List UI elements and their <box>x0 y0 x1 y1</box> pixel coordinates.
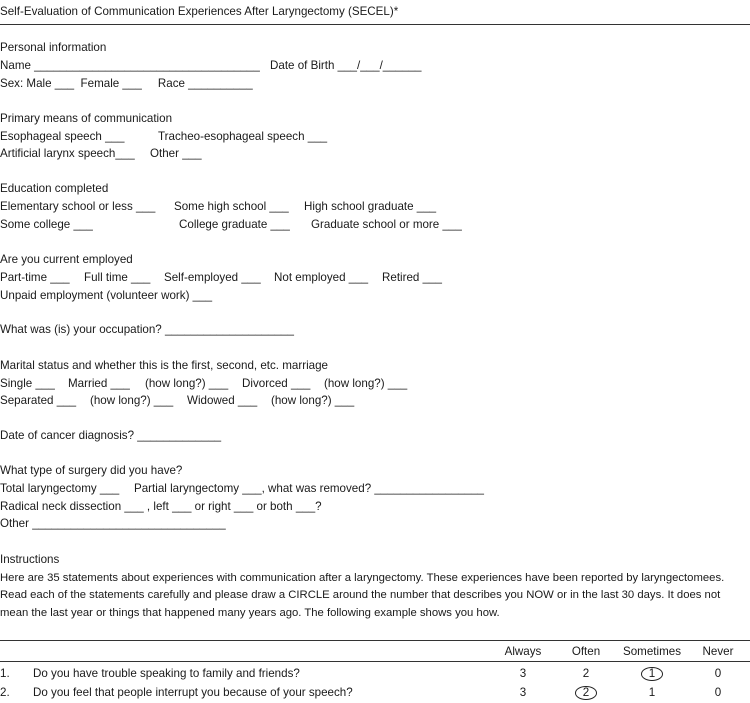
college-grad-option[interactable]: College graduate ___ <box>179 218 290 231</box>
personal-heading: Personal information <box>0 41 107 54</box>
radical-neck-option[interactable]: Radical neck dissection ___ , left ___ or right ___ or both ___? <box>0 500 322 513</box>
other-surgery-field[interactable]: Other ______________________________ <box>0 517 226 530</box>
diagnosis-field[interactable]: Date of cancer diagnosis? _____________ <box>0 429 222 442</box>
title-divider <box>0 24 750 25</box>
divorced-option[interactable]: Divorced ___ <box>242 377 311 390</box>
some-college-option[interactable]: Some college ___ <box>0 218 93 231</box>
header-never: Never <box>702 645 734 658</box>
married-how-long[interactable]: (how long?) ___ <box>145 377 229 390</box>
sex-race-field[interactable]: Sex: Male ___ Female ___ Race __________ <box>0 77 253 90</box>
dob-field[interactable]: Date of Birth ___/___/______ <box>270 59 422 72</box>
item-1-often[interactable] <box>556 667 616 681</box>
part-time-option[interactable]: Part-time ___ <box>0 271 70 284</box>
marital-heading: Marital status and whether this is the first, second, etc. marriage <box>0 359 328 372</box>
table-top-rule <box>0 640 750 641</box>
item-1-text: Do you have trouble speaking to family and friends? <box>33 667 300 680</box>
grad-school-option[interactable]: Graduate school or more ___ <box>311 218 462 231</box>
item-2-never[interactable] <box>688 686 748 700</box>
not-employed-option[interactable]: Not employed ___ <box>274 271 369 284</box>
partial-laryngectomy-option[interactable]: Partial laryngectomy ___, what was removed? _________________ <box>134 482 484 495</box>
item-2-always[interactable] <box>493 686 553 700</box>
header-sometimes: Sometimes <box>623 645 681 658</box>
retired-option[interactable]: Retired ___ <box>382 271 442 284</box>
surgery-heading: What type of surgery did you have? <box>0 464 183 477</box>
widowed-how-long[interactable]: (how long?) ___ <box>271 394 355 407</box>
item-2-often-circled: 2 <box>575 686 597 700</box>
other-communication-option[interactable]: Other ___ <box>150 147 202 160</box>
item-1-often-value: 2 <box>582 667 590 680</box>
artificial-option[interactable]: Artificial larynx speech___ <box>0 147 135 160</box>
some-high-school-option[interactable]: Some high school ___ <box>174 200 289 213</box>
occupation-field[interactable]: What was (is) your occupation? ____________________ <box>0 323 294 336</box>
item-1-number: 1. <box>0 667 10 680</box>
instructions-line-2: Read each of the statements carefully and please draw a CIRCLE around the number that describes you NOW or in the last 30 days. It does not <box>0 589 721 601</box>
divorced-how-long[interactable]: (how long?) ___ <box>324 377 408 390</box>
table-header-rule <box>0 661 750 662</box>
form-title: Self-Evaluation of Communication Experiences After Laryngectomy (SECEL)* <box>0 5 399 18</box>
separated-how-long[interactable]: (how long?) ___ <box>90 394 174 407</box>
self-employed-option[interactable]: Self-employed ___ <box>164 271 261 284</box>
married-option[interactable]: Married ___ <box>68 377 130 390</box>
header-often: Often <box>571 645 601 658</box>
item-2-number: 2. <box>0 686 10 699</box>
item-2-often[interactable] <box>556 686 616 700</box>
name-field[interactable]: Name ___________________________________ <box>0 59 260 72</box>
item-2-sometimes-value: 1 <box>648 686 656 699</box>
instructions-line-1: Here are 35 statements about experiences with communication after a laryngectomy. These experiences have been reported by laryngectomees. <box>0 572 725 584</box>
tracheo-option[interactable]: Tracheo-esophageal speech ___ <box>158 130 328 143</box>
item-1-never[interactable] <box>688 667 748 681</box>
total-laryngectomy-option[interactable]: Total laryngectomy ___ <box>0 482 120 495</box>
item-1-never-value: 0 <box>714 667 722 680</box>
elementary-option[interactable]: Elementary school or less ___ <box>0 200 156 213</box>
single-option[interactable]: Single ___ <box>0 377 55 390</box>
item-2-always-value: 3 <box>519 686 527 699</box>
instructions-heading: Instructions <box>0 553 60 566</box>
item-1-always-value: 3 <box>519 667 527 680</box>
high-school-grad-option[interactable]: High school graduate ___ <box>304 200 437 213</box>
item-2-text: Do you feel that people interrupt you because of your speech? <box>33 686 353 699</box>
separated-option[interactable]: Separated ___ <box>0 394 77 407</box>
esophageal-option[interactable]: Esophageal speech ___ <box>0 130 125 143</box>
item-1-sometimes[interactable] <box>622 667 682 681</box>
header-always: Always <box>504 645 542 658</box>
item-1-sometimes-circled: 1 <box>641 667 663 681</box>
unpaid-option[interactable]: Unpaid employment (volunteer work) ___ <box>0 289 213 302</box>
employment-heading: Are you current employed <box>0 253 133 266</box>
item-1-always[interactable] <box>493 667 553 681</box>
item-2-never-value: 0 <box>714 686 722 699</box>
item-2-sometimes[interactable] <box>622 686 682 700</box>
instructions-line-3: mean the last year or things that happened many years ago. The following example shows you how. <box>0 607 500 619</box>
education-heading: Education completed <box>0 182 109 195</box>
widowed-option[interactable]: Widowed ___ <box>187 394 258 407</box>
communication-heading: Primary means of communication <box>0 112 173 125</box>
full-time-option[interactable]: Full time ___ <box>84 271 151 284</box>
